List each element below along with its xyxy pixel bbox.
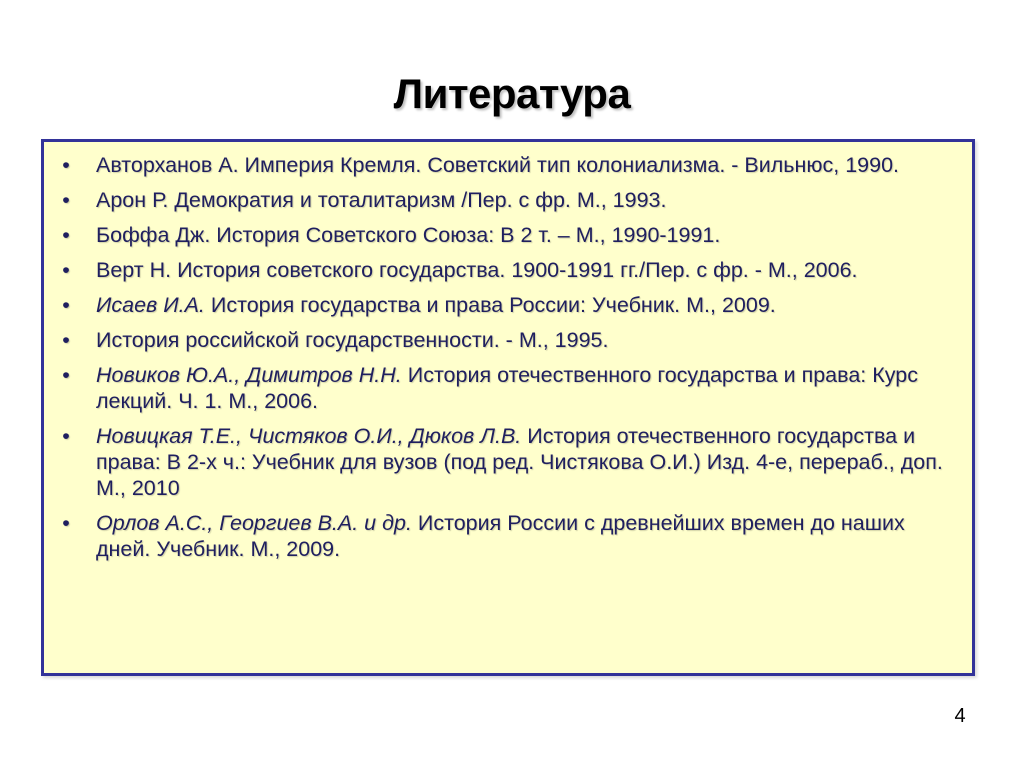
- references-list: [44, 142, 972, 562]
- bullet-icon: •: [62, 363, 70, 387]
- reference-authors: Новиков Ю.А., Димитров Н.Н.: [96, 363, 402, 387]
- reference-item: [56, 510, 952, 562]
- reference-item: [56, 187, 952, 213]
- bullet-icon: •: [62, 424, 70, 448]
- reference-item: [56, 152, 952, 178]
- reference-item: [56, 327, 952, 353]
- reference-text: Верт Н. История советского государства. 1900-1991 гг./Пер. с фр. - М., 2006.: [96, 258, 858, 282]
- reference-item: [56, 423, 952, 501]
- reference-text: Авторханов А. Империя Кремля. Советский тип колониализма. - Вильнюс, 1990.: [96, 153, 899, 177]
- bullet-icon: •: [62, 223, 70, 247]
- reference-authors: Исаев И.А.: [96, 293, 205, 317]
- reference-authors: Орлов А.С., Георгиев В.А. и др.: [96, 511, 412, 535]
- bullet-icon: •: [62, 153, 70, 177]
- bullet-icon: •: [62, 188, 70, 212]
- reference-text: История России с древнейших времен до наших дней. Учебник. М., 2009.: [96, 511, 905, 561]
- reference-item: [56, 257, 952, 283]
- bullet-icon: •: [62, 293, 70, 317]
- reference-item: [56, 292, 952, 318]
- slide-title: Литература: [393, 70, 631, 117]
- reference-text: Арон Р. Демократия и тоталитаризм /Пер. с фр. М., 1993.: [96, 188, 667, 212]
- reference-item: [56, 362, 952, 414]
- bullet-icon: •: [62, 511, 70, 535]
- reference-text: История отечественного государства и права: Курс лекций. Ч. 1. М., 2006.: [96, 363, 918, 413]
- reference-text: Боффа Дж. История Советского Союза: В 2 т. – М., 1990-1991.: [96, 223, 721, 247]
- reference-text: История отечественного государства и права: В 2-х ч.: Учебник для вузов (под ред. Чистякова О.И.) Изд. 4-е, перераб., доп. М., 2010: [96, 424, 943, 500]
- bullet-icon: •: [62, 258, 70, 282]
- references-box: [41, 139, 975, 676]
- reference-text: История российской государственности. - М., 1995.: [96, 328, 609, 352]
- bullet-icon: •: [62, 328, 70, 352]
- reference-authors: Новицкая Т.Е., Чистяков О.И., Дюков Л.В.: [96, 424, 522, 448]
- page-number: 4: [954, 705, 966, 727]
- reference-text: История государства и права России: Учебник. М., 2009.: [204, 293, 776, 317]
- reference-item: [56, 222, 952, 248]
